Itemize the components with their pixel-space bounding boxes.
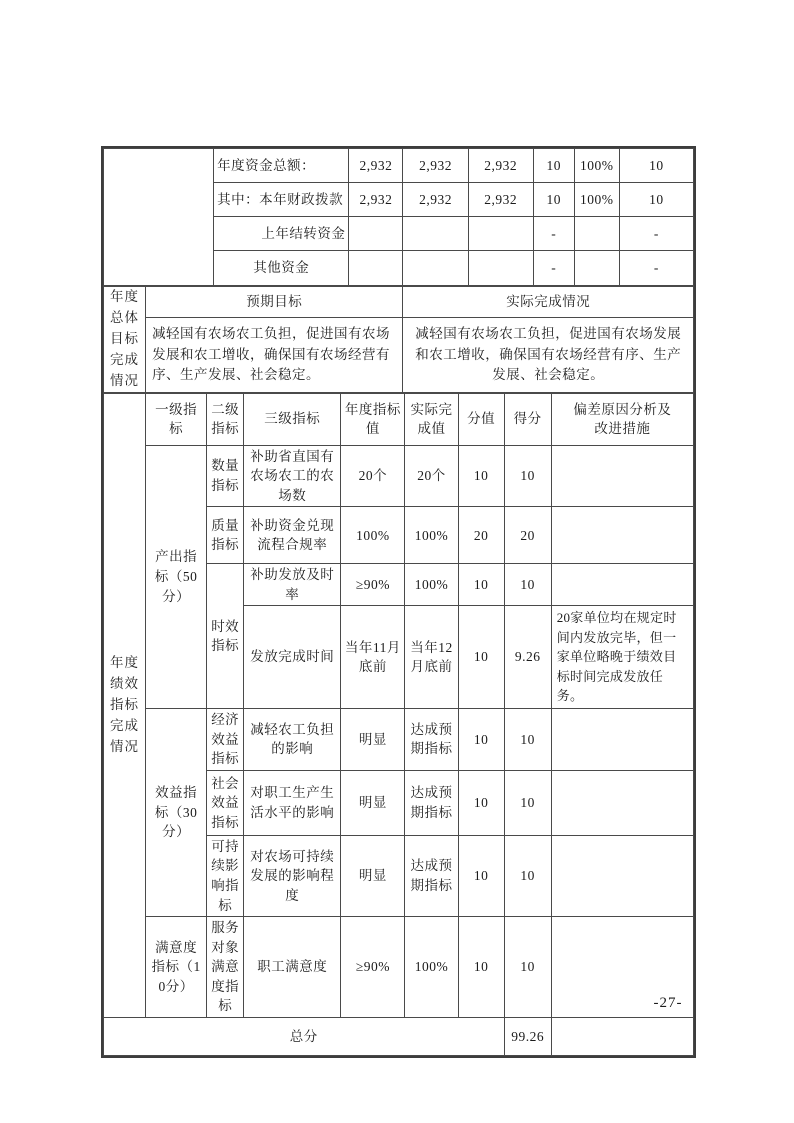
- header-annual-value: 年度指标值: [341, 393, 405, 445]
- funding-value-cell: [349, 217, 403, 251]
- annual-value-cell: 100%: [341, 507, 405, 564]
- header-points: 分值: [458, 393, 504, 445]
- deviation-cell: [551, 770, 693, 835]
- level2-cell: 数量指标: [207, 445, 244, 507]
- funding-rate-cell: 100%: [574, 149, 619, 183]
- points-cell: 10: [458, 564, 504, 606]
- goals-actual-text: 减轻国有农场农工负担，促进国有农场发展和农工增收，确保国有农场经营有序、生产发展、社会稳定。: [403, 317, 694, 392]
- funding-points-cell: -: [533, 217, 574, 251]
- score-cell: 10: [504, 445, 551, 507]
- score-cell: 10: [504, 770, 551, 835]
- funding-rate-cell: [574, 251, 619, 286]
- funding-row: [104, 149, 694, 183]
- indicator-row-economic-benefit: [104, 708, 694, 770]
- level3-cell: 对农场可持续发展的影响程度: [244, 835, 341, 916]
- annual-value-cell: 明显: [341, 770, 405, 835]
- funding-points-cell: 10: [533, 149, 574, 183]
- actual-value-cell: 100%: [405, 564, 458, 606]
- score-cell: 9.26: [504, 606, 551, 709]
- goals-header-row: [104, 287, 694, 318]
- annual-value-cell: ≥90%: [341, 564, 405, 606]
- level3-cell: 补助省直国有农场农工的农场数: [244, 445, 341, 507]
- level3-cell: 减轻农工负担的影响: [244, 708, 341, 770]
- annual-value-cell: 明显: [341, 708, 405, 770]
- funding-value-cell: [403, 251, 468, 286]
- funding-label-carryover: 上年结转资金: [214, 217, 349, 251]
- level2-cell: 经济效益指标: [207, 708, 244, 770]
- annual-value-cell: ≥90%: [341, 917, 405, 1018]
- annual-value-cell: 明显: [341, 835, 405, 916]
- level2-cell: 质量指标: [207, 507, 244, 564]
- funding-value-cell: 2,932: [468, 149, 533, 183]
- funding-value-cell: [403, 217, 468, 251]
- funding-score-cell: 10: [619, 183, 693, 217]
- funding-value-cell: [468, 251, 533, 286]
- level3-cell: 对职工生产生活水平的影响: [244, 770, 341, 835]
- level1-output-indicators: 产出指标（50分）: [146, 445, 207, 708]
- score-cell: 10: [504, 917, 551, 1018]
- indicators-side-label: 年度绩效指标完成情况: [104, 393, 146, 1017]
- funding-points-cell: 10: [533, 183, 574, 217]
- deviation-cell: [551, 507, 693, 564]
- funding-rate-cell: 100%: [574, 183, 619, 217]
- level2-cell: 社会效益指标: [207, 770, 244, 835]
- level3-cell: 补助资金兑现流程合规率: [244, 507, 341, 564]
- points-cell: 10: [458, 708, 504, 770]
- level1-satisfaction-indicators: 满意度指标（10分）: [146, 917, 207, 1018]
- level2-cell: 服务对象满意度指标: [207, 917, 244, 1018]
- funding-score-cell: 10: [619, 149, 693, 183]
- header-level1: 一级指标: [146, 393, 207, 445]
- deviation-cell: [551, 445, 693, 507]
- goals-side-label: 年度总体目标完成情况: [104, 287, 146, 393]
- goals-table: [103, 286, 694, 393]
- points-cell: 10: [458, 835, 504, 916]
- goals-content-row: [104, 317, 694, 392]
- actual-value-cell: 达成预期指标: [405, 770, 458, 835]
- funding-value-cell: 2,932: [468, 183, 533, 217]
- total-score-label: 总分: [104, 1017, 505, 1055]
- deviation-cell: [551, 835, 693, 916]
- score-cell: 10: [504, 564, 551, 606]
- total-score-value: 99.26: [504, 1017, 551, 1055]
- actual-value-cell: 20个: [405, 445, 458, 507]
- header-deviation: 偏差原因分析及改进措施: [551, 393, 693, 445]
- funding-value-cell: 2,932: [403, 183, 468, 217]
- goals-actual-header: 实际完成情况: [403, 287, 694, 318]
- level1-benefit-indicators: 效益指标（30分）: [146, 708, 207, 916]
- actual-value-cell: 当年12月底前: [405, 606, 458, 709]
- score-cell: 10: [504, 835, 551, 916]
- header-level2: 二级指标: [207, 393, 244, 445]
- deviation-cell: [551, 564, 693, 606]
- actual-value-cell: 100%: [405, 507, 458, 564]
- level3-cell: 补助发放及时率: [244, 564, 341, 606]
- indicators-table: [103, 393, 694, 1056]
- actual-value-cell: 100%: [405, 917, 458, 1018]
- funding-score-cell: -: [619, 217, 693, 251]
- header-actual-value: 实际完成值: [405, 393, 458, 445]
- goals-expected-header: 预期目标: [146, 287, 403, 318]
- goals-expected-text: 减轻国有农场农工负担，促进国有农场发展和农工增收，确保国有农场经营有序、生产发展、社会稳定。: [146, 317, 403, 392]
- funding-score-cell: -: [619, 251, 693, 286]
- funding-value-cell: [349, 251, 403, 286]
- funding-label-fiscal-allocation: 其中：本年财政拨款: [214, 183, 349, 217]
- funding-value-cell: 2,932: [349, 183, 403, 217]
- score-cell: 10: [504, 708, 551, 770]
- level3-cell: 发放完成时间: [244, 606, 341, 709]
- points-cell: 10: [458, 770, 504, 835]
- total-deviation-cell: [551, 1017, 693, 1055]
- indicator-row-satisfaction: [104, 917, 694, 1018]
- annual-value-cell: 当年11月底前: [341, 606, 405, 709]
- funding-points-cell: -: [533, 251, 574, 286]
- annual-value-cell: 20个: [341, 445, 405, 507]
- points-cell: 10: [458, 917, 504, 1018]
- points-cell: 10: [458, 445, 504, 507]
- indicators-header-row: [104, 393, 694, 445]
- page-number: -27-: [653, 995, 683, 1011]
- performance-evaluation-table: [101, 146, 696, 1058]
- actual-value-cell: 达成预期指标: [405, 835, 458, 916]
- points-cell: 10: [458, 606, 504, 709]
- funding-value-cell: 2,932: [349, 149, 403, 183]
- funding-label-other-funds: 其他资金: [214, 251, 349, 286]
- funding-table: [103, 148, 694, 286]
- funding-value-cell: [468, 217, 533, 251]
- funding-value-cell: 2,932: [403, 149, 468, 183]
- funding-label-annual-total: 年度资金总额：: [214, 149, 349, 183]
- total-score-row: [104, 1017, 694, 1055]
- level2-cell: 可持续影响指标: [207, 835, 244, 916]
- header-score: 得分: [504, 393, 551, 445]
- points-cell: 20: [458, 507, 504, 564]
- level2-timeliness-indicators: 时效指标: [207, 564, 244, 709]
- level3-cell: 职工满意度: [244, 917, 341, 1018]
- header-level3: 三级指标: [244, 393, 341, 445]
- deviation-cell: [551, 708, 693, 770]
- funding-side-spacer-cell: [104, 149, 214, 286]
- actual-value-cell: 达成预期指标: [405, 708, 458, 770]
- deviation-note-cell: 20家单位均在规定时间内发放完毕，但一家单位略晚于绩效目标时间完成发放任务。: [551, 606, 693, 709]
- funding-rate-cell: [574, 217, 619, 251]
- indicator-row-quantity: [104, 445, 694, 507]
- score-cell: 20: [504, 507, 551, 564]
